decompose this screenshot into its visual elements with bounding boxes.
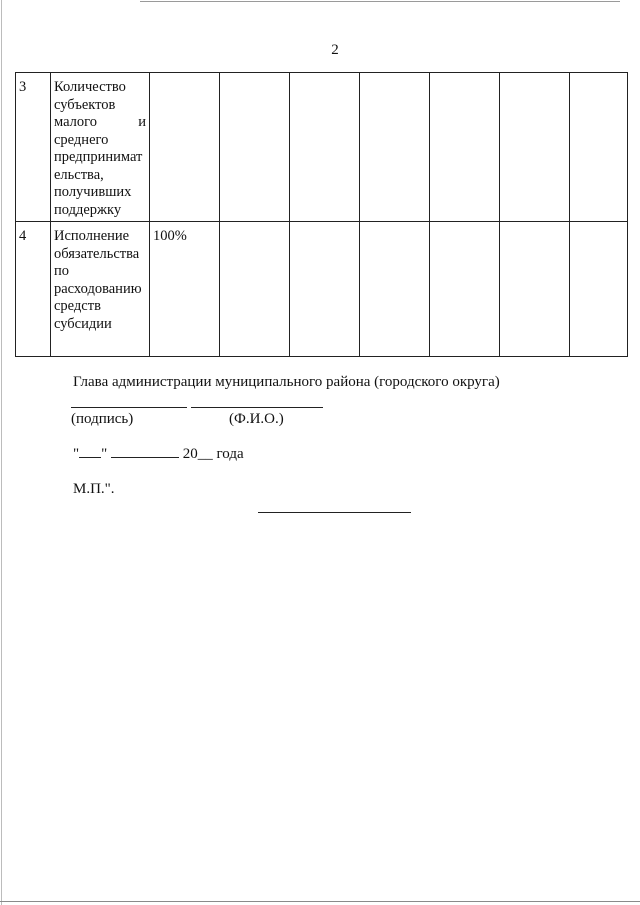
table-cell-empty bbox=[500, 73, 570, 222]
page-number: 2 bbox=[331, 42, 339, 58]
name-line bbox=[191, 407, 323, 408]
month-blank bbox=[111, 445, 179, 458]
signature-caption: (подпись) bbox=[71, 411, 134, 427]
table-cell-empty bbox=[430, 73, 500, 222]
table-cell-empty bbox=[570, 222, 628, 357]
page-edge-bottom bbox=[0, 901, 640, 902]
date-line bbox=[73, 445, 244, 463]
date-close-quote: " bbox=[101, 446, 108, 462]
table-cell-empty bbox=[220, 222, 290, 357]
row-value-cell bbox=[150, 73, 220, 222]
table-cell-empty bbox=[220, 73, 290, 222]
table-cell-empty bbox=[290, 222, 360, 357]
table-cell-empty bbox=[570, 73, 628, 222]
name-caption: (Ф.И.О.) bbox=[229, 411, 284, 427]
table-row bbox=[16, 222, 628, 357]
day-blank bbox=[79, 445, 101, 458]
date-year-prefix: 20 bbox=[182, 446, 198, 462]
stamp-mark: М.П.". bbox=[73, 481, 115, 497]
table-row bbox=[16, 73, 628, 222]
signature-title: Глава администрации муниципального района (городского округа) bbox=[73, 374, 500, 390]
indicators-table bbox=[15, 72, 628, 357]
page-edge-left bbox=[1, 0, 2, 905]
row-indicator-name: Количество субъектов малого и среднего предпринимательства, получивших поддержку bbox=[51, 73, 150, 222]
row-indicator-name: Исполнение обязательства по расходованию средств субсидии bbox=[51, 222, 150, 357]
table-cell-empty bbox=[430, 222, 500, 357]
page-edge-top bbox=[140, 1, 620, 2]
row-index: 3 bbox=[16, 73, 51, 222]
signature-line bbox=[71, 407, 187, 408]
table-cell-empty bbox=[290, 73, 360, 222]
table-cell-empty bbox=[360, 73, 430, 222]
date-year-blank: __ bbox=[197, 446, 213, 462]
date-open-quote: " bbox=[73, 446, 80, 462]
row-index: 4 bbox=[16, 222, 51, 357]
table-cell-empty bbox=[360, 222, 430, 357]
table-cell-empty bbox=[500, 222, 570, 357]
date-suffix: года bbox=[212, 446, 244, 462]
row-value-cell: 100% bbox=[150, 222, 220, 357]
document-end-line bbox=[258, 512, 411, 513]
